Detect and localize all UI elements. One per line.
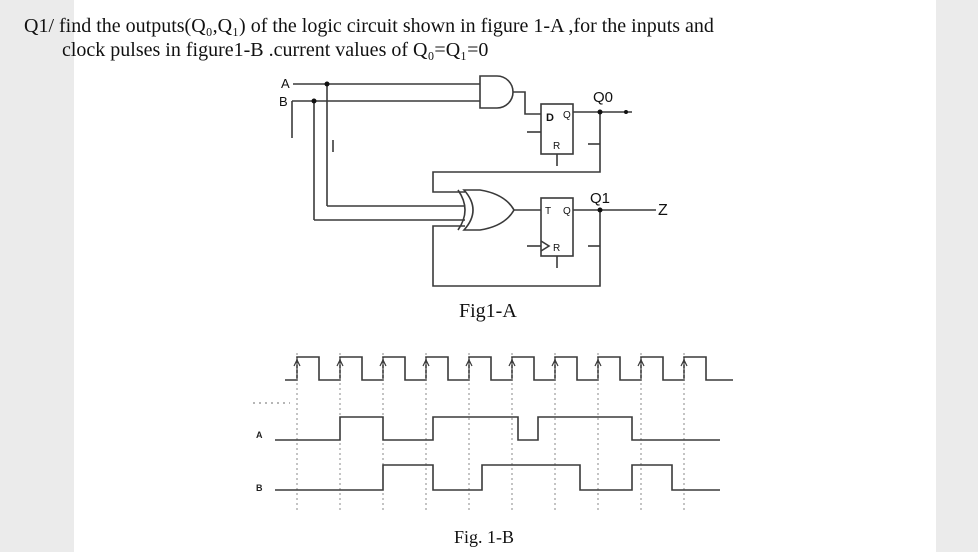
junction-q0-out — [624, 110, 628, 114]
t-ff-clock-arrow — [541, 241, 549, 251]
and-to-d-wire — [513, 92, 541, 114]
output-z-label: Z — [658, 202, 668, 219]
fig1a-caption: Fig1-A — [459, 300, 517, 322]
signal-a-waveform — [275, 417, 720, 440]
q1-feedback-wire — [433, 210, 600, 286]
question-line-2: clock pulses in figure1-B .current values of Q₀=Q₁=0 — [62, 39, 489, 61]
xor-gate-back — [458, 190, 465, 230]
output-q0-label: Q0 — [593, 89, 614, 106]
xor-gate-body — [464, 190, 514, 230]
t-ff-t-label: T — [545, 206, 552, 217]
input-b-label: B — [279, 94, 288, 109]
logic-circuit — [292, 76, 656, 286]
junction-b — [312, 99, 317, 104]
question-line-1: Q1/ find the outputs(Q₀,Q₁) of the logic circuit shown in figure 1-A ,for the inputs and — [24, 15, 714, 37]
signal-b-waveform — [275, 465, 720, 490]
and-gate — [480, 76, 513, 108]
junction-q0 — [598, 110, 603, 115]
signal-b-label: B — [256, 483, 263, 493]
fig1b-caption: Fig. 1-B — [454, 527, 515, 547]
d-ff-q-label: Q — [563, 110, 571, 121]
t-ff-r-label: R — [553, 243, 561, 254]
signal-a-label: A — [256, 430, 263, 440]
output-q1-label: Q1 — [590, 190, 611, 207]
d-ff-r-label: R — [553, 141, 561, 152]
timing-diagram — [253, 353, 733, 512]
q0-feedback-wire — [433, 112, 600, 192]
junction-a — [325, 82, 330, 87]
input-a-label: A — [281, 76, 290, 91]
d-ff-d-label: D — [546, 112, 554, 124]
clock-waveform — [285, 357, 733, 380]
junction-q1 — [598, 208, 603, 213]
t-ff-q-label: Q — [563, 206, 571, 217]
